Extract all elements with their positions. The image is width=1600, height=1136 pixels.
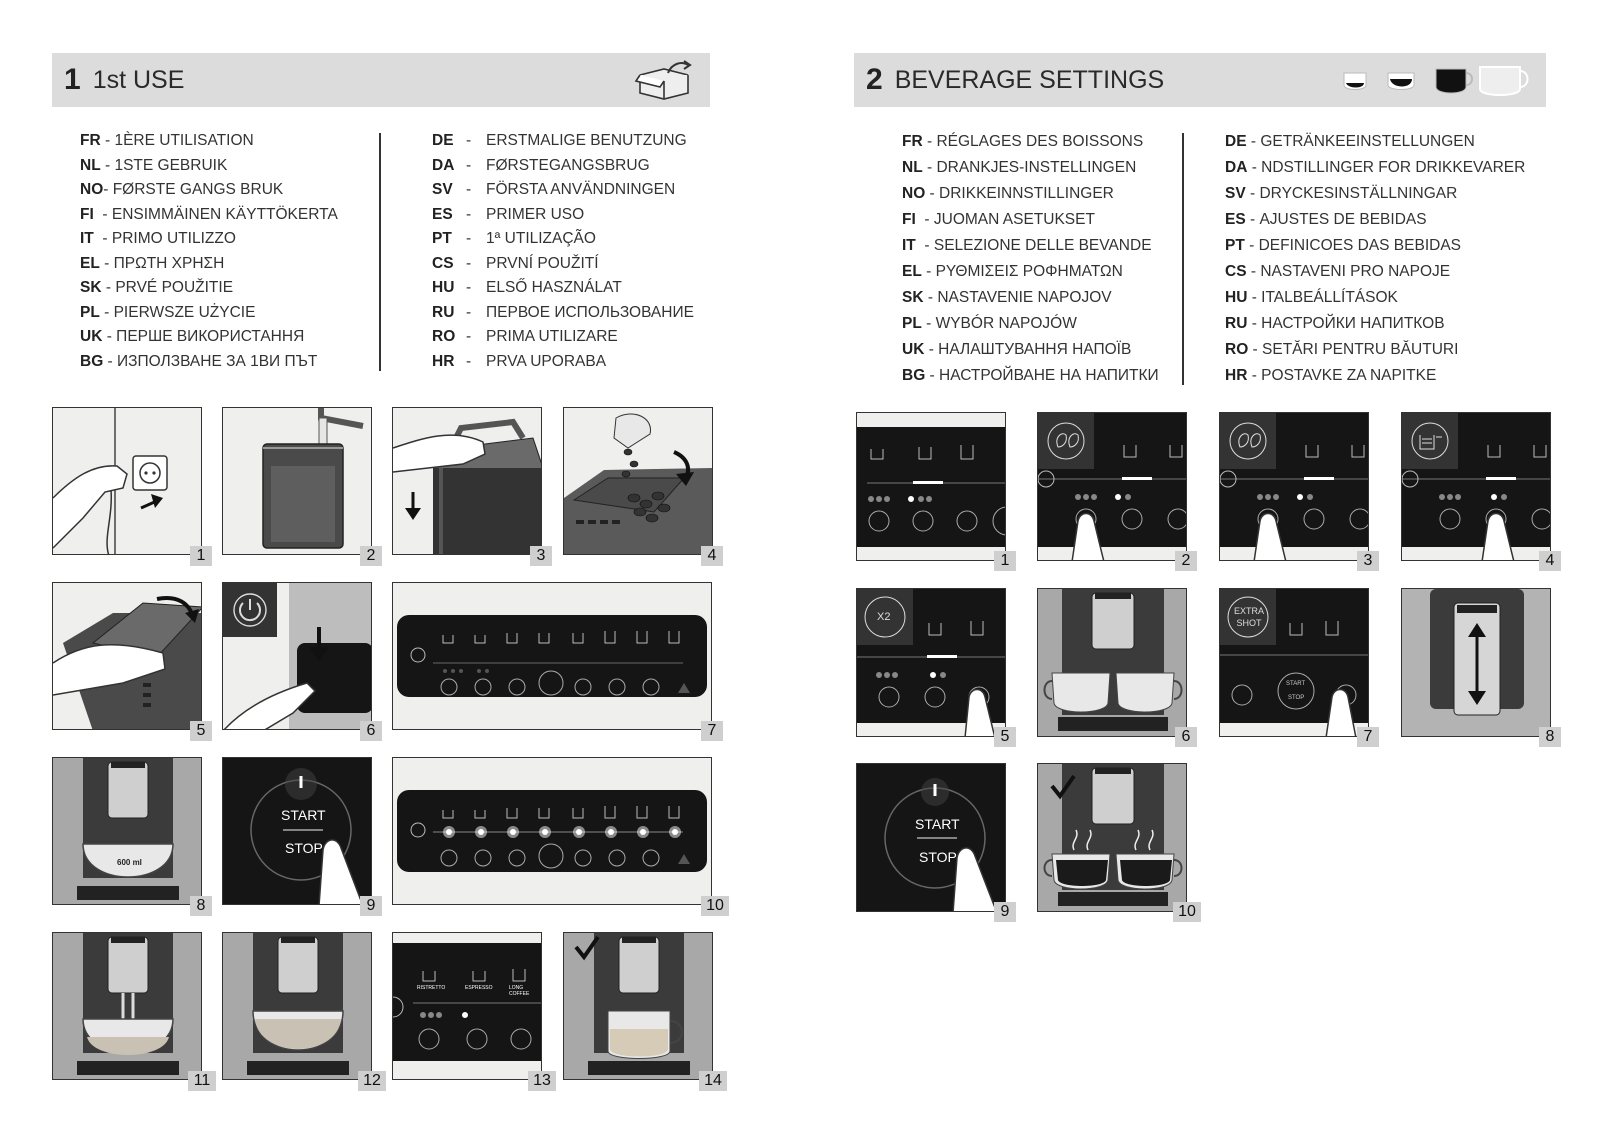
step-number: 13: [528, 1071, 556, 1091]
section1-header: [52, 53, 710, 107]
lang-row-hr: HR - POSTAVKE ZA NAPITKE: [1225, 367, 1437, 384]
lang-row-no: NO - FØRSTE GANGS BRUK: [80, 181, 284, 198]
step-number: 3: [1357, 551, 1379, 571]
s1-step8-place-container: [52, 757, 202, 905]
lang-row-fi: FI - ENSIMMÄINEN KÄYTTÖKERTA: [80, 205, 338, 223]
lang-row-pt: PT - 1ª UTILIZAÇÃO: [432, 230, 596, 247]
rinsing-illustration: [53, 933, 202, 1080]
drink-selection-illustration: [393, 933, 542, 1080]
lang-row-it: IT - PRIMO UTILIZZO: [80, 230, 236, 247]
lang-row-nl: NL - DRANKJES-INSTELLINGEN: [902, 159, 1137, 176]
section1-divider: [379, 133, 381, 371]
lang-row-uk: UK - ПЕРШЕ ВИКОРИСТАННЯ: [80, 328, 305, 345]
ristretto-cup-icon: [1344, 73, 1366, 90]
section1-languages-col1: [80, 129, 370, 374]
espresso-label: ESPRESSO: [465, 985, 493, 991]
lang-row-cs: CS - NASTAVENI PRO NAPOJE: [1225, 263, 1451, 280]
step-number: 10: [701, 896, 729, 916]
power-button-illustration: [223, 583, 372, 730]
s2-step4-volume: [1401, 412, 1551, 561]
step-number: 10: [1173, 902, 1201, 922]
step-number: 6: [360, 721, 382, 741]
s2-step10-coffee-ready: [1037, 763, 1187, 912]
lang-row-hr: HR - PRVA UPORABA: [432, 352, 607, 370]
large-cup-icon: [1480, 67, 1528, 95]
coffee-ready-illustration: [564, 933, 713, 1080]
s1-step12-rinse-done: [222, 932, 372, 1080]
lang-row-da: DA - FØRSTEGANGSBRUG: [432, 156, 650, 174]
coffee-beans-illustration: [564, 408, 713, 555]
volume-button-press-illustration: [1402, 413, 1551, 561]
extra-shot-label: EXTRA SHOT: [1233, 606, 1264, 628]
step-number: 9: [994, 902, 1016, 922]
start-stop-button-illustration: [857, 764, 1006, 912]
control-panel-off-illustration: [393, 583, 712, 730]
s1-step4-add-beans: [563, 407, 713, 555]
lang-row-sv: SV - DRYCKESINSTÄLLNINGAR: [1225, 185, 1458, 202]
water-tank-illustration: [223, 408, 372, 555]
lang-row-ro: RO - SETĂRI PENTRU BĂUTURI: [1225, 341, 1459, 358]
lang-row-ru: RU - ПЕРВОЕ ИСПОЛЬЗОВАНИЕ: [432, 303, 694, 321]
s2-step1-panel-idle: [856, 412, 1006, 561]
s2-step6-two-cups: [1037, 588, 1187, 737]
step-number: 2: [360, 546, 382, 566]
s1-step6-power-on: [222, 582, 372, 730]
control-panel-lit-illustration: [393, 758, 712, 905]
start-label: START: [915, 816, 960, 832]
lang-row-nl: NL - 1STE GEBRUIK: [80, 156, 228, 174]
section2-divider: [1182, 133, 1184, 385]
step-number: 11: [188, 1071, 216, 1091]
s1-step1-plug-in: [52, 407, 202, 555]
lang-row-fr: FR - RÉGLAGES DES BOISSONS: [902, 133, 1144, 150]
lang-row-de: DE - ERSTMALIGE BENUTZUNG: [432, 132, 687, 149]
step-number: 8: [1539, 727, 1561, 747]
container-under-spout-illustration: [53, 758, 202, 905]
lang-row-es: ES - PRIMER USO: [432, 205, 585, 223]
lang-row-pl: PL - WYBÓR NAPOJÓW: [902, 315, 1077, 332]
ristretto-label: RISTRETTO: [417, 985, 446, 991]
s2-step9-start-stop: [856, 763, 1006, 912]
insert-tank-illustration: [393, 408, 542, 555]
lang-row-es: ES - AJUSTES DE BEBIDAS: [1225, 211, 1427, 228]
section1-number: 1: [64, 63, 81, 96]
two-cups-illustration: [1038, 589, 1187, 737]
lang-row-sk: SK - NASTAVENIE NAPOJOV: [902, 289, 1112, 306]
s1-step14-ready: [563, 932, 713, 1080]
s1-step9-start-stop: [222, 757, 372, 905]
s1-step7-control-panel: [392, 582, 712, 730]
start-label: START: [281, 807, 326, 823]
s1-step5-close-lid: [52, 582, 202, 730]
step-number: 7: [701, 721, 723, 741]
section2-languages-col2: [1225, 129, 1545, 389]
step-number: 14: [699, 1071, 727, 1091]
lang-row-de: DE - GETRÄNKEEINSTELLUNGEN: [1225, 133, 1475, 150]
start-label: START: [1286, 681, 1306, 687]
strength-button-press-illustration: [1220, 413, 1369, 561]
lang-row-cs: CS - PRVNÍ POUŽITÍ: [432, 254, 599, 272]
section1-languages-col2: [432, 129, 722, 374]
section2-number: 2: [866, 63, 883, 96]
rinse-container-full-illustration: [223, 933, 372, 1080]
s1-step2-water-tank: [222, 407, 372, 555]
stop-label: STOP: [919, 849, 957, 865]
step-number: 1: [994, 551, 1016, 571]
step-number: 6: [1175, 727, 1197, 747]
lang-row-bg: BG - НАСТРОЙВАНЕ НА НАПИТКИ: [902, 367, 1159, 384]
s1-step10-control-panel-lit: [392, 757, 712, 905]
lang-row-bg: BG - ИЗПОЛЗВАНЕ ЗА 1ВИ ПЪТ: [80, 352, 318, 370]
step-number: 4: [701, 546, 723, 566]
volume-label: 600 ml: [117, 858, 142, 867]
long-coffee-cup-icon: [1436, 69, 1472, 93]
step-number: 2: [1175, 551, 1197, 571]
lang-row-hu: HU - ELSŐ HASZNÁLAT: [432, 279, 622, 296]
two-coffees-ready-illustration: [1038, 764, 1187, 912]
wall-socket-illustration: [53, 408, 202, 555]
step-number: 5: [994, 727, 1016, 747]
lang-row-no: NO - DRIKKEINNSTILLINGER: [902, 185, 1114, 202]
lang-row-pt: PT - DEFINICOES DAS BEBIDAS: [1225, 237, 1462, 254]
s2-step8-adjust-spout: [1401, 588, 1551, 737]
close-lid-illustration: [53, 583, 202, 730]
strength-button-press-illustration: [1038, 413, 1187, 561]
lang-row-fi: FI - JUOMAN ASETUKSET: [902, 211, 1095, 228]
cup-sizes-icon-group: [1340, 59, 1530, 101]
x2-label: X2: [877, 611, 891, 623]
section2-languages-col1: [902, 129, 1192, 389]
step-number: 7: [1357, 727, 1379, 747]
lang-row-ro: RO - PRIMA UTILIZARE: [432, 328, 618, 345]
lang-row-el: EL - ΠΡΩΤΗ ΧΡΗΣΗ: [80, 254, 225, 272]
open-box-icon: [634, 59, 694, 101]
step-number: 4: [1539, 551, 1561, 571]
section2-header: [854, 53, 1546, 107]
lang-row-uk: UK - НАЛАШТУВАННЯ НАПОЇВ: [902, 341, 1132, 358]
drink-panel-idle-illustration: [857, 413, 1006, 561]
stop-label: STOP: [285, 840, 323, 856]
lang-row-fr: FR - 1ÈRE UTILISATION: [80, 132, 254, 149]
lang-row-hu: HU - ITALBEÁLLÍTÁSOK: [1225, 289, 1398, 306]
lang-row-ru: RU - НАСТРОЙКИ НАПИТКОВ: [1225, 315, 1445, 332]
step-number: 3: [530, 546, 552, 566]
s2-step5-x2: [856, 588, 1006, 737]
start-stop-button-illustration: [223, 758, 372, 905]
step-number: 12: [358, 1071, 386, 1091]
espresso-cup-icon: [1388, 73, 1414, 90]
step-number: 1: [190, 546, 212, 566]
section2-title: BEVERAGE SETTINGS: [894, 65, 1165, 94]
section1-title: 1st USE: [92, 65, 185, 94]
adjust-spout-illustration: [1402, 589, 1551, 737]
s1-step3-insert-tank: [392, 407, 542, 555]
s1-step13-select-espresso: [392, 932, 542, 1080]
long-coffee-label: LONG COFFEE: [509, 985, 530, 997]
lang-row-el: EL - ΡΥΘΜΙΣΕΙΣ ΡΟΦΗΜΑΤΩΝ: [902, 263, 1123, 280]
s2-step2-bean-strength: [1037, 412, 1187, 561]
lang-row-da: DA - NDSTILLINGER FOR DRIKKEVARER: [1225, 159, 1526, 176]
lang-row-it: IT - SELEZIONE DELLE BEVANDE: [902, 237, 1152, 254]
step-number: 9: [360, 896, 382, 916]
s2-step3-bean-strength-2: [1219, 412, 1369, 561]
step-number: 8: [190, 896, 212, 916]
lang-row-pl: PL - PIERWSZE UŻYCIE: [80, 303, 256, 321]
lang-row-sv: SV - FÖRSTA ANVÄNDNINGEN: [432, 181, 676, 198]
s1-step11-rinse: [52, 932, 202, 1080]
s2-step7-extra-shot: [1219, 588, 1369, 737]
step-number: 5: [190, 721, 212, 741]
lang-row-sk: SK - PRVÉ POUŽITIE: [80, 279, 234, 296]
stop-label: STOP: [1288, 695, 1305, 701]
